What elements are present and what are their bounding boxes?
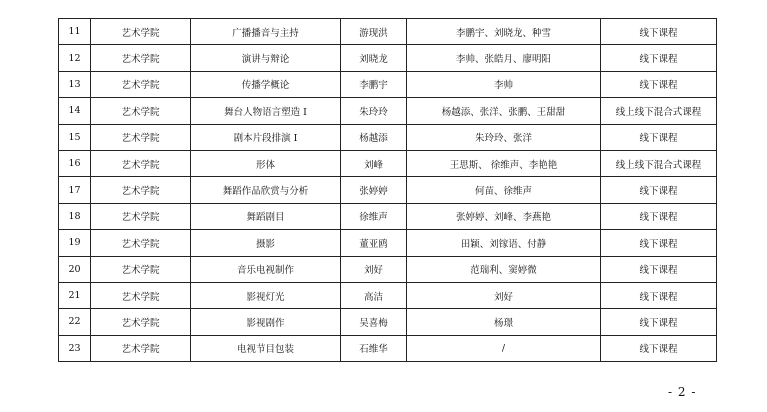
- course-type-cell: 线上线下混合式课程: [601, 98, 717, 124]
- lead-teacher-cell: 杨越添: [341, 124, 407, 150]
- course-name-cell: 传播学概论: [191, 71, 341, 97]
- college-cell: 艺术学院: [91, 335, 191, 361]
- course-name-cell: 剧本片段排演 I: [191, 124, 341, 150]
- lead-teacher-cell: 李鹏宇: [341, 71, 407, 97]
- table-body: [59, 19, 717, 362]
- lead-teacher-cell: 董亚鸥: [341, 230, 407, 256]
- lead-teacher-cell: 朱玲玲: [341, 98, 407, 124]
- table-row: [59, 177, 717, 203]
- team-members-cell: 何苗、徐维声: [407, 177, 601, 203]
- college-cell: 艺术学院: [91, 203, 191, 229]
- course-name-cell: 舞蹈作品欣赏与分析: [191, 177, 341, 203]
- page-number: - 2 -: [668, 385, 697, 399]
- row-number-cell: 19: [59, 230, 91, 256]
- table-row: [59, 256, 717, 282]
- course-name-cell: 广播播音与主持: [191, 19, 341, 45]
- table-row: [59, 150, 717, 176]
- table-row: [59, 45, 717, 71]
- lead-teacher-cell: 吴喜梅: [341, 309, 407, 335]
- team-members-cell: 李帅: [407, 71, 601, 97]
- course-type-cell: 线下课程: [601, 282, 717, 308]
- team-members-cell: 田颖、刘镓语、付静: [407, 230, 601, 256]
- course-type-cell: 线下课程: [601, 71, 717, 97]
- row-number-cell: 15: [59, 124, 91, 150]
- course-type-cell: 线下课程: [601, 203, 717, 229]
- college-cell: 艺术学院: [91, 98, 191, 124]
- row-number-cell: 23: [59, 335, 91, 361]
- course-name-cell: 音乐电视制作: [191, 256, 341, 282]
- row-number-cell: 14: [59, 98, 91, 124]
- course-name-cell: 摄影: [191, 230, 341, 256]
- team-members-cell: 李帅、张皓月、廖明阳: [407, 45, 601, 71]
- row-number-cell: 13: [59, 71, 91, 97]
- course-type-cell: 线下课程: [601, 124, 717, 150]
- lead-teacher-cell: 刘好: [341, 256, 407, 282]
- team-members-cell: 范瑞利、窦婷微: [407, 256, 601, 282]
- course-type-cell: 线下课程: [601, 230, 717, 256]
- course-type-cell: 线上线下混合式课程: [601, 150, 717, 176]
- college-cell: 艺术学院: [91, 71, 191, 97]
- college-cell: 艺术学院: [91, 282, 191, 308]
- college-cell: 艺术学院: [91, 124, 191, 150]
- table-row: [59, 124, 717, 150]
- row-number-cell: 17: [59, 177, 91, 203]
- lead-teacher-cell: 高洁: [341, 282, 407, 308]
- course-type-cell: 线下课程: [601, 177, 717, 203]
- college-cell: 艺术学院: [91, 230, 191, 256]
- team-members-cell: 杨越添、张洋、张鹏、王甜甜: [407, 98, 601, 124]
- team-members-cell: /: [407, 335, 601, 361]
- team-members-cell: 朱玲玲、张洋: [407, 124, 601, 150]
- row-number-cell: 20: [59, 256, 91, 282]
- course-name-cell: 舞台人物语言塑造 I: [191, 98, 341, 124]
- college-cell: 艺术学院: [91, 150, 191, 176]
- course-name-cell: 舞蹈剧目: [191, 203, 341, 229]
- row-number-cell: 16: [59, 150, 91, 176]
- course-name-cell: 演讲与辩论: [191, 45, 341, 71]
- table-row: [59, 230, 717, 256]
- college-cell: 艺术学院: [91, 177, 191, 203]
- course-name-cell: 影视灯光: [191, 282, 341, 308]
- lead-teacher-cell: 石维华: [341, 335, 407, 361]
- lead-teacher-cell: 徐维声: [341, 203, 407, 229]
- team-members-cell: 张婷婷、刘峰、李燕艳: [407, 203, 601, 229]
- row-number-cell: 21: [59, 282, 91, 308]
- row-number-cell: 12: [59, 45, 91, 71]
- course-type-cell: 线下课程: [601, 45, 717, 71]
- course-type-cell: 线下课程: [601, 309, 717, 335]
- college-cell: 艺术学院: [91, 256, 191, 282]
- team-members-cell: 杨璟: [407, 309, 601, 335]
- course-name-cell: 形体: [191, 150, 341, 176]
- table-row: [59, 282, 717, 308]
- team-members-cell: 李鹏宇、刘晓龙、种雪: [407, 19, 601, 45]
- course-name-cell: 影视剧作: [191, 309, 341, 335]
- table-row: [59, 98, 717, 124]
- lead-teacher-cell: 游现洪: [341, 19, 407, 45]
- lead-teacher-cell: 张婷婷: [341, 177, 407, 203]
- row-number-cell: 11: [59, 19, 91, 45]
- lead-teacher-cell: 刘峰: [341, 150, 407, 176]
- course-type-cell: 线下课程: [601, 335, 717, 361]
- team-members-cell: 刘好: [407, 282, 601, 308]
- course-table: [58, 18, 717, 362]
- table-row: [59, 335, 717, 361]
- college-cell: 艺术学院: [91, 19, 191, 45]
- course-type-cell: 线下课程: [601, 19, 717, 45]
- course-name-cell: 电视节目包装: [191, 335, 341, 361]
- row-number-cell: 18: [59, 203, 91, 229]
- table-row: [59, 309, 717, 335]
- course-type-cell: 线下课程: [601, 256, 717, 282]
- college-cell: 艺术学院: [91, 45, 191, 71]
- table-row: [59, 203, 717, 229]
- table-row: [59, 71, 717, 97]
- table-row: [59, 19, 717, 45]
- row-number-cell: 22: [59, 309, 91, 335]
- team-members-cell: 王思斯、 徐维声、李艳艳: [407, 150, 601, 176]
- lead-teacher-cell: 刘晓龙: [341, 45, 407, 71]
- college-cell: 艺术学院: [91, 309, 191, 335]
